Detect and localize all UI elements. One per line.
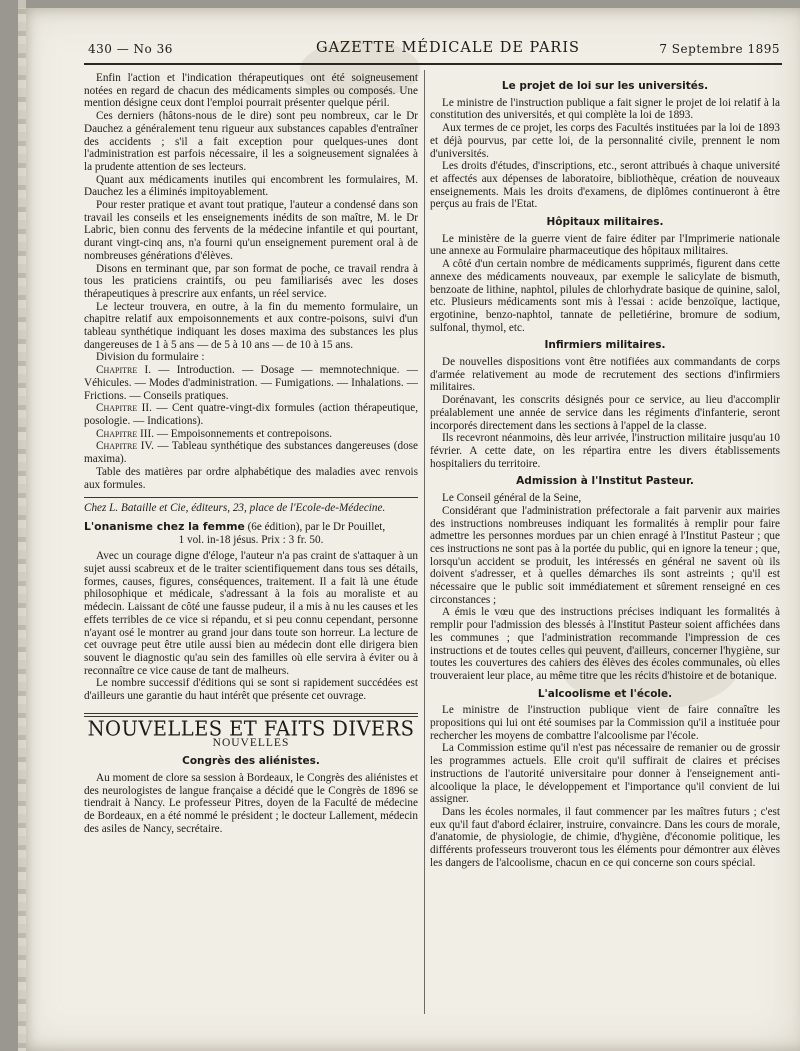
news-section-title: NOUVELLES ET FAITS DIVERS bbox=[87, 716, 415, 741]
paragraph: Au moment de clore sa session à Bordeaux, le Congrès des aliénistes et des neurologistes de langue française a décidé que le Congrès de 1896 se tiendrait à Nancy. Le professeur Pitres, doyen de la Faculté de médecine de Bordeaux, en a été nommé le président ; le docteur Lallement, médecin des asiles de Nancy, secrétaire. bbox=[84, 771, 418, 835]
article-heading: Congrès des aliénistes. bbox=[182, 755, 320, 768]
paragraph: Le Conseil général de la Seine, bbox=[442, 492, 582, 505]
article-heading: Hôpitaux militaires. bbox=[546, 216, 664, 229]
book-info: 1 vol. in-18 jésus. Prix : 3 fr. 50. bbox=[178, 533, 324, 546]
paragraph: Ces derniers (hâtons-nous de le dire) sont peu nombreux, car le Dr Dauchez a généralement tenu rigueur aux substances capables d'entraîner des accidents ; s'il a fait exception pour quelques-unes dont l'administration est parfois nécessaire, il les a soigneusement signalées à la prudente attention de ses lecteurs. bbox=[84, 110, 418, 173]
torn-page-edge bbox=[18, 0, 26, 1051]
paragraph: Table des matières par ordre alphabétique des maladies avec renvois aux formules. bbox=[84, 465, 418, 491]
chapter-label: Chapitre III. bbox=[96, 427, 155, 440]
section-rule bbox=[84, 497, 418, 498]
paragraph: Le nombre successif d'éditions qui se sont si rapidement succédées est d'ailleurs une garantie du haut intérêt que présente cet ouvrage. bbox=[84, 677, 418, 703]
article-heading: L'alcoolisme et l'école. bbox=[537, 687, 673, 700]
paragraph: Quant aux médicaments inutiles qui encombrent les formulaires, M. Dauchez les a éliminés impitoyablement. bbox=[84, 173, 418, 199]
division-heading: Division du formulaire : bbox=[96, 351, 205, 364]
chapter-label: Chapitre IV. bbox=[96, 440, 154, 453]
chapter-entry bbox=[84, 364, 418, 402]
article-heading: Le projet de loi sur les universités. bbox=[501, 80, 709, 92]
chapter-entry bbox=[84, 428, 418, 441]
chapter-entry bbox=[84, 440, 418, 465]
paragraph: Considérant que l'administration préfectorale a fait parvenir aux mairies des instructions nombreuses indiquant les formalités à remplir pour faire admettre les personnes mordues par un chien enragé à l'Institut Pasteur ; que ces instructions ne sont pas à la portée du public, qui en ignore la teneur ; que, lorsqu'un accident se produit, les intéressés en général ne savent où ils doivent s'adresser, et à quelles démarches ils sont astreints ; qu'il est nécessaire que le public soit immédiatement et sûrement renseigné en ces circonstances ; bbox=[430, 504, 780, 606]
left-column bbox=[84, 72, 418, 835]
paragraph: Enfin l'action et l'indication thérapeutiques ont été soigneusement notées en regard de chacun des médicaments simples ou composés. Une mention désigne ceux dont l'emploi pourrait présenter quelque péril. bbox=[84, 72, 418, 110]
chapter-label: Chapitre I. bbox=[96, 364, 152, 377]
paragraph: Le ministre de l'instruction publique a fait signer le projet de loi relatif à la constitution des universités, et qui complète la loi de 1893. bbox=[430, 96, 780, 122]
book-edition: (6e édition), par le Dr Pouillet, bbox=[244, 520, 386, 533]
page-number: 430 — No 36 bbox=[88, 42, 173, 56]
chapter-text: — Cent quatre-vingt-dix formules (action thérapeutique, posologie. — Indications). bbox=[84, 402, 418, 427]
journal-title: GAZETTE MÉDICALE DE PARIS bbox=[316, 40, 580, 56]
paragraph: Dorénavant, les conscrits désignés pour ce service, au lieu d'accomplir préalablement une année de service dans les régiments d'infanterie, seront incorporés directement dans les sections à l'appel de la classe. bbox=[430, 394, 780, 432]
paragraph: Ils recevront néanmoins, dès leur arrivée, l'instruction militaire jusqu'au 10 février. A cette date, on les répartira entre les divers établissements hospitaliers du territoire. bbox=[430, 432, 780, 470]
publisher-line: Chez L. Bataille et Cie, éditeurs, 23, place de l'Ecole-de-Médecine. bbox=[84, 502, 386, 515]
paragraph: Le lecteur trouvera, en outre, à la fin du memento formulaire, un chapitre relatif aux empoisonnements et aux contre-poisons, suivi d'un tableau synthétique indiquant les doses maxima des substances les plus dangereuses de 1 à 5 ans — de 5 à 10 ans — de 10 à 15 ans. bbox=[84, 300, 418, 351]
book-title: L'onanisme chez la femme bbox=[84, 519, 245, 533]
paragraph: A côté d'un certain nombre de médicaments supprimés, figurent dans cette annexe des médicaments nouveaux, par exemple le salicylate de bismuth, benzoate de lithine, naphtol, pilules de chlorhydrate basique de quinine, salol, etc. Plusieurs médicaments sont mis à l'essai : acide benzoïque, lactique, ergotinine, benzo-naphtol, tannate de pelletiérine, bromure de sodium, sulfonal, thymol, etc. bbox=[430, 258, 780, 334]
paragraph: A émis le vœu que des instructions précises indiquant les formalités à remplir pour l'admission des blessés à l'Institut Pasteur soient affichées dans les communes ; que l'administration recommande l'impression de ces instructions et de toutes celles qui peuvent, d'ailleurs, concerner l'hygiène, sur toutes les couvertures des cahiers des élèves des écoles communales, où elles trouveraient leur place, au même titre que les récits d'histoire et de botanique. bbox=[430, 606, 780, 682]
paragraph: Le ministère de la guerre vient de faire éditer par l'Imprimerie nationale une annexe au Formulaire pharmaceutique des hôpitaux militaires. bbox=[430, 232, 780, 258]
paragraph: Dans les écoles normales, il faut commencer par les maîtres futurs ; c'est eux qu'il faut d'abord éclairer, instruire, convaincre. Dans les cours de morale, d'anatomie, de physiologie, de chimie, d'hygiène, d'économie politique, les différents professeurs trouveront tous les éléments pour démontrer aux élèves les dangers de l'alcoolisme, chacun en ce qui concerne son cours spécial. bbox=[430, 805, 780, 869]
chapter-text: — Empoisonnements et contrepoisons. bbox=[154, 427, 333, 440]
chapter-entry bbox=[84, 402, 418, 427]
paragraph: Disons en terminant que, par son format de poche, ce travail rendra à tous les praticiens craintifs, ou peu familiarisés avec les doses thérapeutiques à prescrire aux enfants, un réel service. bbox=[84, 262, 418, 300]
paragraph: Aux termes de ce projet, les corps des Facultés instituées par la loi de 1893 et déjà pourvus, par cette loi, de la personnalité civile, prennent le nom d'universités. bbox=[430, 122, 780, 160]
issue-date: 7 Septembre 1895 bbox=[659, 42, 780, 56]
paragraph: De nouvelles dispositions vont être notifiées aux commandants de corps d'armée relativement au mode de recrutement des sections d'infirmiers militaires. bbox=[430, 356, 780, 394]
paragraph: La Commission estime qu'il n'est pas nécessaire de remanier ou de grossir les programmes actuels. Elle croit qu'il suffirait de claires et précises instructions de l'autorité universitaire pour donner à l'enseignement anti-alcoolique la place, le développement et l'importance qu'il convient de lui assigner. bbox=[430, 742, 780, 806]
paragraph: Les droits d'études, d'inscriptions, etc., seront attribués à chaque université et affectés aux dépenses de laboratoire, bibliothèque, création de nouveaux enseignements. Mais les droits d'examens, de diplômes continueront à être perçus au frais de l'Etat. bbox=[430, 160, 780, 211]
chapter-text: — Tableau synthétique des substances dangereuses (dose maxima). bbox=[84, 440, 418, 466]
header-rule bbox=[84, 63, 782, 65]
right-column bbox=[430, 72, 780, 869]
paragraph: Avec un courage digne d'éloge, l'auteur n'a pas craint de s'attaquer à un sujet aussi scabreux et de le traiter scientifiquement dans tous ses détails, formes, causes, figures, conséquences, traitement. Il a fait là une étude philosophique et médicale, s'adressant à la fois au moraliste et au médecin. Laissant de côté une fausse pudeur, il a mis à nu les causes et les effets terribles de ce vice si répandu, et si peu connu cependant, personne n'ayant osé le montrer au grand jour dans toute son horreur. La lecture de cet ouvrage peut être utile aussi bien au médecin dont elle dirigera bien souvent le diagnostic qu'au sein des familles où elle servira à éviter ou à reconnaître ce vice cause de tant de malheurs. bbox=[84, 550, 418, 677]
article-heading: Infirmiers militaires. bbox=[544, 339, 666, 352]
chapter-text: — Introduction. — Dosage — memnotechnique. — Véhicules. — Modes d'administration. — Fumigations. — Inhalations. — Frictions. — Conseils pratiques. bbox=[84, 364, 418, 402]
chapter-label: Chapitre II. bbox=[96, 402, 152, 415]
column-divider bbox=[424, 70, 425, 1014]
paragraph: Pour rester pratique et avant tout pratique, l'auteur a condensé dans son travail les conseils et les enseignements inédits de son maître, M. le Dr Labric, bien connu des fervents de la médecine infantile et qui pourtant, durant vingt-cinq ans, n'a fourni qu'un enseignement purement oral à de nombreuses générations d'élèves. bbox=[84, 199, 418, 262]
paragraph: Le ministre de l'instruction publique vient de faire connaître les propositions qui lui ont été soumises par la Commission qu'il a instituée pour rechercher les moyens de combattre l'alcoolisme par l'école. bbox=[430, 704, 780, 742]
book-review-heading bbox=[84, 521, 418, 546]
news-subheading: NOUVELLES bbox=[212, 737, 290, 750]
page-header bbox=[88, 40, 780, 60]
article-heading: Admission à l'Institut Pasteur. bbox=[516, 475, 694, 488]
